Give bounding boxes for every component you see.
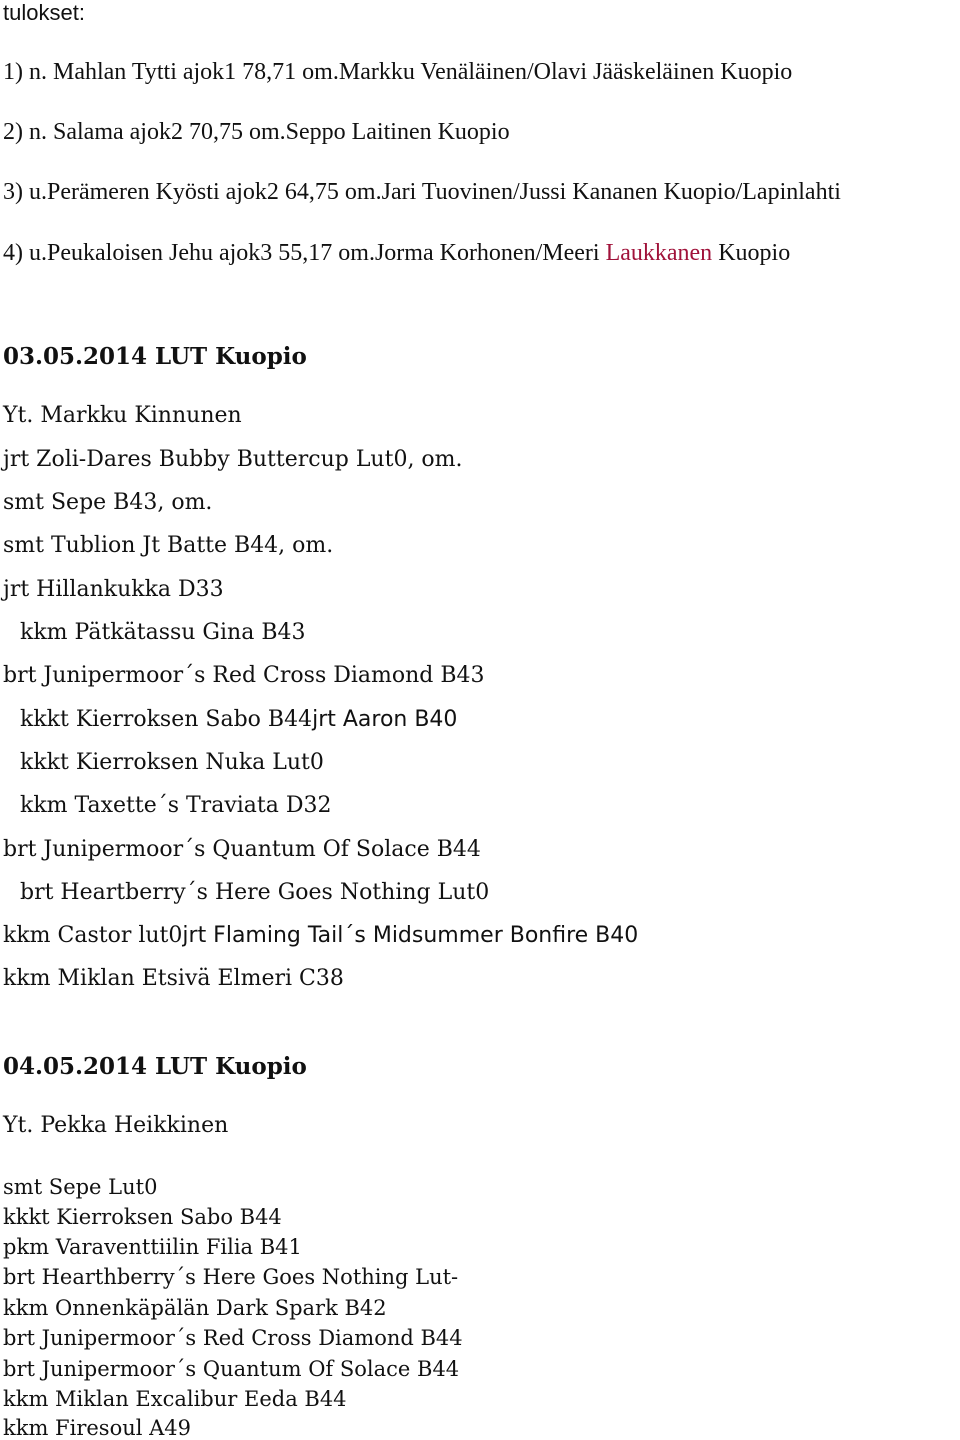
header-text: tulokset: <box>3 0 85 25</box>
result-4-text: 4) u.Peukaloisen Jehu ajok3 55,17 om.Jorma Korhonen/Meeri <box>3 240 606 266</box>
show-2-line: brt Hearthberry´s Here Goes Nothing Lut- <box>3 1265 459 1289</box>
result-line-1: 1) n. Mahlan Tytti ajok1 78,71 om.Markku Venäläinen/Olavi Jääskeläinen Kuopio <box>3 59 793 85</box>
show-1-line: brt Heartberry´s Here Goes Nothing Lut0 <box>20 880 490 905</box>
show-2-judge: Yt. Pekka Heikkinen <box>3 1113 229 1138</box>
show-2-line: kkkt Kierroksen Sabo B44 <box>3 1205 282 1229</box>
show-1-line: kkm Taxette´s Traviata D32 <box>20 793 332 818</box>
show-1-judge: Yt. Markku Kinnunen <box>3 403 242 428</box>
show-1-line: brt Junipermoor´s Quantum Of Solace B44 <box>3 837 481 862</box>
show-2-line: kkm Firesoul A49 <box>3 1416 192 1440</box>
show-2-line: smt Sepe Lut0 <box>3 1175 158 1199</box>
highlighted-name: Laukkanen <box>605 240 713 266</box>
show-2-line: pkm Varaventtiilin Filia B41 <box>3 1235 302 1259</box>
show-2-line: brt Junipermoor´s Red Cross Diamond B44 <box>3 1326 463 1350</box>
show-1-line: brt Junipermoor´s Red Cross Diamond B43 <box>3 663 485 688</box>
show-2-title: 04.05.2014 LUT Kuopio <box>3 1053 307 1080</box>
show-1-line-part: jrt Flaming Tail´s Midsummer Bonfire B40 <box>182 923 639 948</box>
show-1-line: kkm Pätkätassu Gina B43 <box>20 620 306 645</box>
result-line-4 <box>3 241 790 265</box>
result-line-2: 2) n. Salama ajok2 70,75 om.Seppo Laitinen Kuopio <box>3 119 510 145</box>
result-4-tail: Kuopio <box>712 240 791 266</box>
show-1-line-combined <box>20 709 457 731</box>
show-2-line: kkm Onnenkäpälän Dark Spark B42 <box>3 1296 387 1320</box>
show-1-line-part: kkkt Kierroksen Sabo B44 <box>20 707 313 732</box>
show-1-line: kkkt Kierroksen Nuka Lut0 <box>20 750 324 775</box>
show-1-line: smt Sepe B43, om. <box>3 490 213 515</box>
show-1-line-part: kkm Castor lut0 <box>3 923 183 948</box>
show-1-line: jrt Hillankukka D33 <box>3 577 224 602</box>
show-2-line: kkm Miklan Excalibur Eeda B44 <box>3 1387 347 1411</box>
show-1-line-combined <box>3 925 638 947</box>
show-2-line: brt Junipermoor´s Quantum Of Solace B44 <box>3 1357 460 1381</box>
show-1-line: smt Tublion Jt Batte B44, om. <box>3 533 334 558</box>
show-1-line: jrt Zoli-Dares Bubby Buttercup Lut0, om. <box>3 447 463 472</box>
result-line-3: 3) u.Perämeren Kyösti ajok2 64,75 om.Jari Tuovinen/Jussi Kananen Kuopio/Lapinlahti <box>3 179 841 205</box>
show-1-line: kkm Miklan Etsivä Elmeri C38 <box>3 966 344 991</box>
show-1-title: 03.05.2014 LUT Kuopio <box>3 343 307 370</box>
show-1-line-part: jrt Aaron B40 <box>312 707 458 732</box>
